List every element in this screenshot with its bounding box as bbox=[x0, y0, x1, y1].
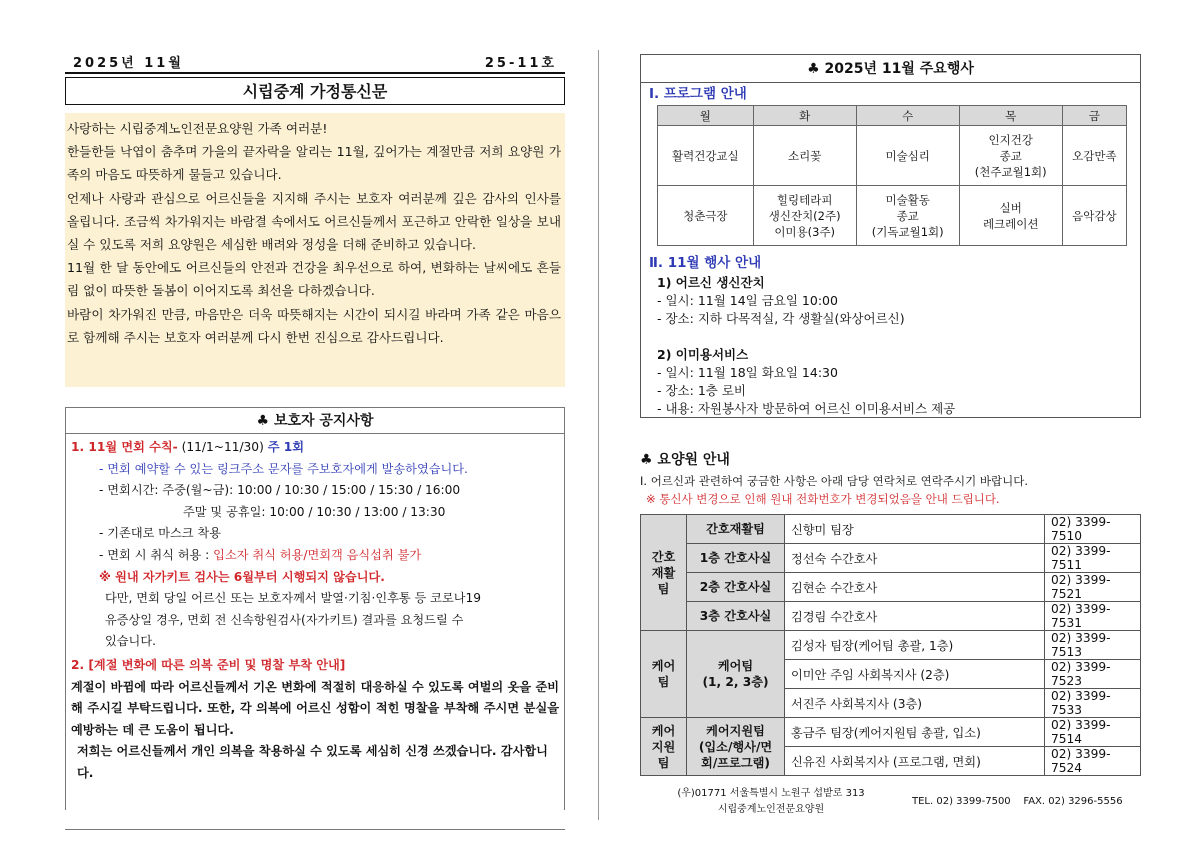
program-cell: 미술심리 bbox=[856, 126, 959, 186]
page-title: 시립중계 가정통신문 bbox=[65, 77, 565, 105]
program-cell: 음악감상 bbox=[1062, 186, 1126, 246]
notice-line: - 면회시간: 주중(월~금): 10:00 / 10:30 / 15:00 / 15:30 / 16:00 bbox=[99, 483, 461, 498]
visit-rule-frequency: 주 1회 bbox=[267, 440, 304, 454]
staff-title: ♣ 요양원 안내 bbox=[640, 452, 730, 468]
day-header: 월 bbox=[658, 106, 754, 126]
food-rule-label: - 면회 시 취식 허용 : bbox=[99, 547, 214, 562]
event-line: - 내용: 자원봉사자 방문하여 어르신 이미용서비스 제공 bbox=[657, 401, 956, 416]
guardian-notice-box bbox=[65, 407, 565, 810]
events-title: ♣ 2025년 11월 주요행사 bbox=[641, 55, 1140, 83]
notice-paragraph: 계절이 바뀜에 따라 어르신들께서 기온 변화에 적절히 대응하실 수 있도록 여벌의 옷을 준비해 주시길 부탁드립니다. 또한, 각 의복에 어르신 성함이 적힌 명찰을 부착해 주시면 분실을 예방하는 데 큰 도움이 됩니다. bbox=[71, 679, 559, 737]
notice-warning: ※ 원내 자가키트 검사는 6월부터 시행되지 않습니다. bbox=[99, 569, 385, 584]
phone-number: 02) 3399-7524 bbox=[1045, 747, 1141, 776]
phone-number: 02) 3399-7523 bbox=[1045, 660, 1141, 689]
program-table bbox=[657, 105, 1127, 246]
events-box bbox=[640, 54, 1141, 418]
notice-line: - 기존대로 마스크 착용 bbox=[99, 526, 221, 541]
program-row bbox=[658, 186, 1127, 246]
table-row bbox=[641, 631, 1141, 660]
phone-number: 02) 3399-7510 bbox=[1045, 515, 1141, 544]
notice-line: 있습니다. bbox=[105, 634, 156, 649]
program-cell: 실버 레크레이션 bbox=[959, 186, 1062, 246]
program-cell: 소리꽃 bbox=[753, 126, 856, 186]
notice-line: - 면회 예약할 수 있는 링크주소 문자를 주보호자에게 발송하였습니다. bbox=[99, 461, 468, 476]
notice-paragraph: 저희는 어르신들께서 개인 의복을 착용하실 수 있도록 세심히 신경 쓰겠습니다. 감사합니다. bbox=[77, 744, 548, 780]
staff-name: 이미안 주임 사회복지사 (2층) bbox=[785, 660, 1045, 689]
event-line: - 일시: 11월 14일 금요일 10:00 bbox=[657, 293, 838, 308]
letter-paragraph: 바람이 차가워진 만큼, 마음만은 더욱 따뜻해지는 시간이 되시길 바라며 가족 같은 마음으로 함께해 주시는 보호자 여러분께 다시 한번 진심으로 감사드립니다. bbox=[67, 306, 561, 345]
column-divider bbox=[598, 50, 599, 820]
phone-number: 02) 3399-7511 bbox=[1045, 544, 1141, 573]
letter-paragraph: 사랑하는 시립중계노인전문요양원 가족 여러분! bbox=[67, 121, 328, 136]
notice-line: 유증상일 경우, 면회 전 신속항원검사(자가키트) 결과를 요청드릴 수 bbox=[105, 612, 464, 627]
day-header: 화 bbox=[753, 106, 856, 126]
issue-number: 25-11호 bbox=[484, 56, 557, 71]
issue-date: 2025년 11월 bbox=[73, 56, 184, 71]
notice-body bbox=[66, 434, 564, 788]
day-header: 목 bbox=[959, 106, 1062, 126]
letter-paragraph: 11월 한 달 동안에도 어르신들의 안전과 건강을 최우선으로 하여, 변화하는 날씨에도 흔들림 없이 따뜻한 돌봄이 이어지도록 최선을 다하겠습니다. bbox=[67, 260, 561, 299]
dept-cell: 케어팀 (1, 2, 3층) bbox=[687, 631, 785, 718]
program-cell: 미술활동 종교 (기독교월1회) bbox=[856, 186, 959, 246]
group-care-support: 케어 지원 팀 bbox=[641, 718, 687, 776]
phone-number: 02) 3399-7514 bbox=[1045, 718, 1141, 747]
dept-cell: 케어지원팀 (입소/행사/면 회/프로그램) bbox=[687, 718, 785, 776]
footer-address-block bbox=[640, 786, 902, 818]
staff-name: 신유진 사회복지사 (프로그램, 면회) bbox=[785, 747, 1045, 776]
greeting-letter bbox=[65, 113, 565, 387]
staff-name: 김경림 수간호사 bbox=[785, 602, 1045, 631]
staff-contact-table bbox=[640, 514, 1141, 776]
notice-item2-heading: 2. [계절 변화에 따른 의복 준비 및 명찰 부착 안내] bbox=[71, 657, 346, 672]
letter-paragraph: 한들한들 낙엽이 춤추며 가을의 끝자락을 알리는 11월, 깊어가는 계절만큼 저희 요양원 가족의 마음도 따뜻하게 물들고 있습니다. bbox=[67, 144, 561, 183]
group-care: 케어 팀 bbox=[641, 631, 687, 718]
newsletter-header bbox=[65, 52, 565, 74]
staff-name: 김현순 수간호사 bbox=[785, 573, 1045, 602]
footer-contact: TEL. 02) 3399-7500 FAX. 02) 3296-5556 bbox=[912, 796, 1123, 807]
dept-cell: 3층 간호사실 bbox=[687, 602, 785, 631]
phone-number: 02) 3399-7521 bbox=[1045, 573, 1141, 602]
notice-line: 다만, 면회 당일 어르신 또는 보호자께서 발열·기침·인후통 등 코로나19 bbox=[105, 591, 481, 606]
footer bbox=[640, 786, 1141, 818]
event-title: 1) 어르신 생신잔치 bbox=[657, 275, 765, 290]
table-row bbox=[641, 544, 1141, 573]
event-line: - 일시: 11월 18일 화요일 14:30 bbox=[657, 365, 838, 380]
letter-paragraph: 언제나 사랑과 관심으로 어르신들을 지지해 주시는 보호자 여러분께 깊은 감사의 인사를 올립니다. 조금씩 차가워지는 바람결 속에서도 어르신들께서 포근하고 안락한 일상을 보내실 수 있도록 저희 요양원은 세심한 배려와 정성을 더해 준비하고 있습니다. bbox=[67, 190, 561, 253]
staff-name: 서진주 사회복지사 (3층) bbox=[785, 689, 1045, 718]
event-list bbox=[641, 274, 1140, 418]
day-header: 수 bbox=[856, 106, 959, 126]
footer-address: (우)01771 서울특별시 노원구 섭밭로 313 bbox=[677, 788, 865, 799]
visit-rule-range: (11/1~11/30) bbox=[177, 440, 268, 454]
staff-intro: Ⅰ. 어르신과 관련하여 궁금한 사항은 아래 담당 연락처로 연락주시기 바랍니다. bbox=[640, 474, 1028, 488]
event-line: - 장소: 지하 다목적실, 각 생활실(와상어르신) bbox=[657, 311, 905, 326]
program-cell: 활력건강교실 bbox=[658, 126, 754, 186]
program-cell: 힐링테라피 생신잔치(2주) 이미용(3주) bbox=[753, 186, 856, 246]
food-rule-detail: 입소자 취식 허용/면회객 음식섭취 불가 bbox=[213, 547, 422, 562]
phone-number: 02) 3399-7533 bbox=[1045, 689, 1141, 718]
visit-rule-label: 1. 11월 면회 수칙- bbox=[71, 440, 178, 454]
table-row bbox=[641, 573, 1141, 602]
program-header-row bbox=[658, 106, 1127, 126]
group-nursing: 간호 재활 팀 bbox=[641, 515, 687, 631]
program-cell: 인지건강 종교 (천주교월1회) bbox=[959, 126, 1062, 186]
notice-line: 주말 및 공휴일: 10:00 / 10:30 / 13:00 / 13:30 bbox=[183, 504, 446, 519]
program-row bbox=[658, 126, 1127, 186]
notice-bottom-rule bbox=[65, 829, 565, 830]
staff-name: 신향미 팀장 bbox=[785, 515, 1045, 544]
notice-item1-heading bbox=[71, 437, 559, 459]
program-section-title: Ⅰ. 프로그램 안내 bbox=[649, 86, 747, 102]
staff-name: 정선숙 수간호사 bbox=[785, 544, 1045, 573]
phone-change-notice: ※ 통신사 변경으로 인해 원내 전화번호가 변경되었음을 안내 드립니다. bbox=[646, 492, 1000, 506]
notice-title: ♣ 보호자 공지사항 bbox=[66, 408, 564, 434]
staff-name: 홍금주 팀장(케어지원팀 총괄, 입소) bbox=[785, 718, 1045, 747]
day-header: 금 bbox=[1062, 106, 1126, 126]
phone-number: 02) 3399-7531 bbox=[1045, 602, 1141, 631]
event-section-title: Ⅱ. 11월 행사 안내 bbox=[649, 255, 762, 271]
dept-cell: 1층 간호사실 bbox=[687, 544, 785, 573]
table-row bbox=[641, 602, 1141, 631]
right-column bbox=[640, 54, 1141, 818]
phone-number: 02) 3399-7513 bbox=[1045, 631, 1141, 660]
notice-line bbox=[71, 545, 559, 567]
event-line: - 장소: 1층 로비 bbox=[657, 383, 746, 398]
table-row bbox=[641, 718, 1141, 747]
dept-cell: 2층 간호사실 bbox=[687, 573, 785, 602]
program-cell: 오감만족 bbox=[1062, 126, 1126, 186]
event-title: 2) 이미용서비스 bbox=[657, 347, 749, 362]
dept-cell: 간호재활팀 bbox=[687, 515, 785, 544]
left-column bbox=[65, 52, 565, 810]
footer-org: 시립중계노인전문요양원 bbox=[717, 804, 825, 815]
program-cell: 청춘극장 bbox=[658, 186, 754, 246]
table-row bbox=[641, 515, 1141, 544]
staff-name: 김성자 팀장(케어팀 총괄, 1층) bbox=[785, 631, 1045, 660]
